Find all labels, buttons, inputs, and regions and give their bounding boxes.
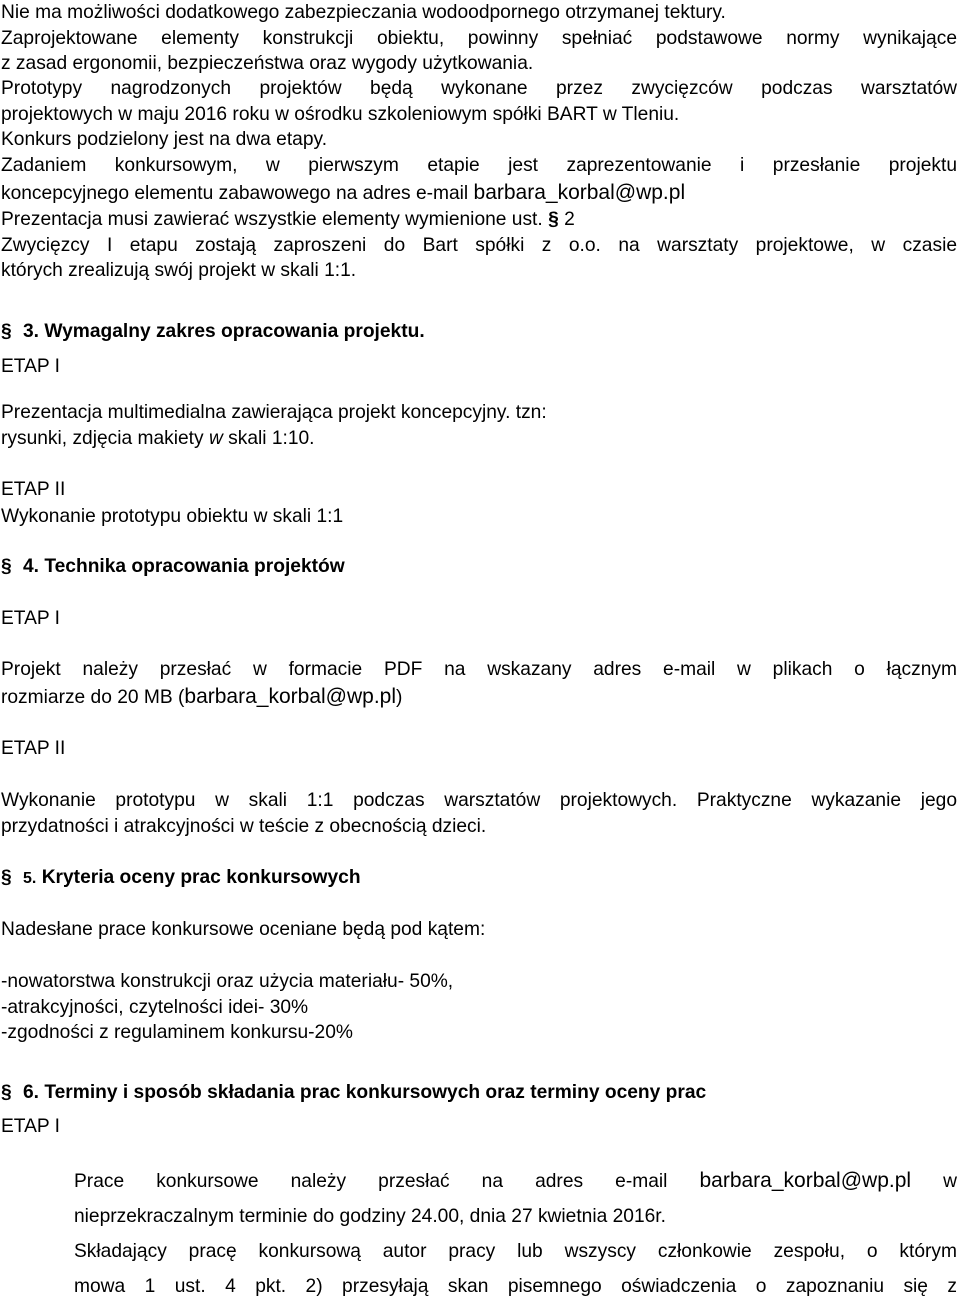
text-line: mowa 1 ust. 4 pkt. 2) przesyłają skan pisemnego oświadczenia o zapoznaniu się z (74, 1276, 957, 1297)
etap-label: ETAP I (1, 1116, 61, 1137)
criteria-item: -zgodności z regulaminem konkursu-20% (1, 1022, 353, 1043)
text-line (74, 1168, 957, 1195)
etap-label: ETAP II (1, 479, 66, 500)
heading-text: 4. Technika opracowania projektów (23, 556, 345, 577)
text-span: koncepcyjnego elementu zabawowego na adres e-mail (1, 183, 474, 204)
text-span: skali 1:10. (222, 428, 315, 449)
text-line (1, 207, 957, 233)
text-line: Zaprojektowane elementy konstrukcji obiektu, powinny spełniać podstawowe normy wynikające (1, 28, 957, 49)
text-span: w (911, 1171, 957, 1192)
etap-label: ETAP II (1, 738, 66, 759)
text-line: Zadaniem konkursowym, w pierwszym etapie jest zaprezentowanie i przesłanie projektu (1, 155, 957, 176)
text-line: Projekt należy przesłać w formacie PDF na wskazany adres e-mail w plikach o łącznym (1, 659, 957, 680)
text-line (1, 180, 957, 207)
text-span: Prace konkursowe należy przesłać na adres e-mail (74, 1171, 700, 1192)
section-number: 5. (23, 870, 37, 887)
email-address: barbara_korbal@wp.pl (473, 181, 686, 204)
text-line: Prezentacja multimedialna zawierająca projekt koncepcyjny. tzn: (1, 402, 547, 423)
text-line (1, 426, 957, 452)
section-symbol: § (548, 209, 559, 230)
text-line: Wykonanie prototypu obiektu w skali 1:1 (1, 506, 344, 527)
text-line: Wykonanie prototypu w skali 1:1 podczas warsztatów projektowych. Praktyczne wykazanie jego (1, 790, 957, 811)
text-line: przydatności i atrakcyjności w teście z obecnością dzieci. (1, 816, 487, 837)
heading-text: Kryteria oceny prac konkursowych (41, 867, 361, 888)
text-span: rozmiarze do 20 MB ( (1, 687, 185, 708)
text-line: Nie ma możliwości dodatkowego zabezpieczania wodoodpornego otrzymanej tektury. (1, 2, 726, 23)
text-line: Nadesłane prace konkursowe oceniane będą pod kątem: (1, 919, 486, 940)
criteria-item: -atrakcyjności, czytelności idei- 30% (1, 997, 309, 1018)
section-heading (1, 319, 957, 345)
text-line: z zasad ergonomii, bezpieczeństwa oraz wygody użytkowania. (1, 53, 534, 74)
heading-text: 3. Wymagalny zakres opracowania projektu. (23, 321, 425, 342)
italic-text: w (208, 428, 223, 449)
section-heading (1, 1080, 957, 1106)
text-line: Zwycięzcy I etapu zostają zaproszeni do Bart spółki z o.o. na warsztaty projektowe, w czasie (1, 235, 957, 256)
text-span: rysunki, zdjęcia makiety (1, 428, 209, 449)
email-address: barbara_korbal@wp.pl (184, 685, 397, 708)
section-heading (1, 865, 957, 892)
text-span: ) (396, 687, 403, 708)
etap-label: ETAP I (1, 356, 61, 377)
text-line: Prototypy nagrodzonych projektów będą wykonane przez zwycięzców podczas warsztatów (1, 78, 957, 99)
text-line: projektowych w maju 2016 roku w ośrodku szkoleniowym spółki BART w Tleniu. (1, 104, 680, 125)
section-symbol: § (1, 867, 12, 888)
email-address: barbara_korbal@wp.pl (699, 1169, 912, 1192)
text-span: 2 (558, 209, 575, 230)
text-span: Prezentacja musi zawierać wszystkie elementy wymienione ust. (1, 209, 549, 230)
text-line: Konkurs podzielony jest na dwa etapy. (1, 129, 328, 150)
section-symbol: § (1, 321, 12, 342)
text-line: nieprzekraczalnym terminie do godziny 24.00, dnia 27 kwietnia 2016r. (74, 1206, 666, 1227)
text-line: których zrealizują swój projekt w skali 1:1. (1, 260, 357, 281)
text-line (1, 684, 957, 711)
criteria-item: -nowatorstwa konstrukcji oraz użycia materiału- 50%, (1, 971, 454, 992)
section-symbol: § (1, 1082, 12, 1103)
section-symbol: § (1, 556, 12, 577)
etap-label: ETAP I (1, 608, 61, 629)
section-heading (1, 554, 957, 580)
heading-text: 6. Terminy i sposób składania prac konkursowych oraz terminy oceny prac (23, 1082, 707, 1103)
text-line: Składający pracę konkursową autor pracy lub wszyscy członkowie zespołu, o którym (74, 1241, 957, 1262)
